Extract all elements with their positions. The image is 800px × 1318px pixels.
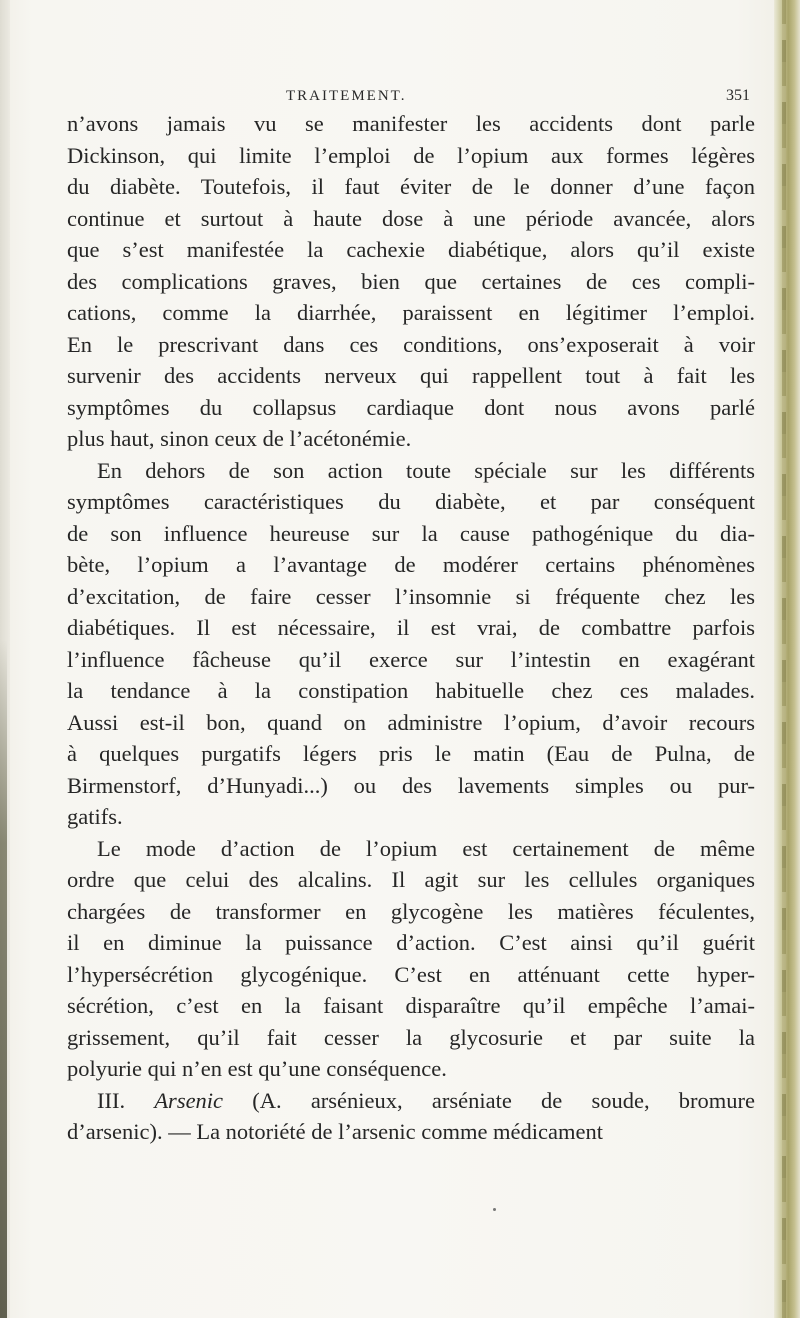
text-line: symptômes du collapsus cardiaque dont nous avons parlé <box>67 394 755 420</box>
text-line: Dickinson, qui limite l’emploi de l’opium aux formes légères <box>67 142 755 168</box>
text-line: diabétiques. Il est nécessaire, il est vrai, de combattre parfois <box>67 615 755 640</box>
text-line: gatifs. <box>67 804 123 829</box>
text-line: Birmenstorf, d’Hunyadi...) ou des lavements simples ou pur- <box>67 772 755 798</box>
text-line: En le prescrivant dans ces conditions, ons’exposerait à voir <box>67 331 755 357</box>
text-line: ordre que celui des alcalins. Il agit sur les cellules organiques <box>67 867 755 892</box>
text-line: que s’est manifestée la cachexie diabétique, alors qu’il existe <box>67 237 755 262</box>
text-line: cations, comme la diarrhée, paraissent en légitimer l’emploi. <box>67 300 755 325</box>
text-line: l’influence fâcheuse qu’il exerce sur l’intestin en exagérant <box>67 646 755 672</box>
text-line: d’excitation, de faire cesser l’insomnie si fréquente chez les <box>67 583 755 609</box>
text-line: chargées de transformer en glycogène les matières féculentes, <box>67 898 755 924</box>
text-line: n’avons jamais vu se manifester les accidents dont parle <box>67 111 755 136</box>
page-edge-strip <box>774 0 800 1318</box>
section-numeral: III. <box>97 1087 126 1113</box>
page-number: 351 <box>726 87 750 104</box>
text-line: survenir des accidents nerveux qui rappellent tout à fait les <box>67 363 755 388</box>
body-text <box>67 108 755 1148</box>
text-line: En dehors de son action toute spéciale sur les différents <box>97 457 755 483</box>
text-line: l’hypersécrétion glycogénique. C’est en atténuant cette hyper- <box>67 961 755 987</box>
text-line: du diabète. Toutefois, il faut éviter de le donner d’une façon <box>67 174 755 199</box>
text-line: Le mode d’action de l’opium est certainement de même <box>97 835 755 861</box>
text-line: continue et surtout à haute dose à une période avancée, alors <box>67 205 755 231</box>
text-line-final: d’arsenic). — La notoriété de l’arsenic comme médicament <box>67 1119 604 1144</box>
running-title: TRAITEMENT. <box>286 88 407 104</box>
paragraph-lines <box>67 108 755 1085</box>
section-heading-rest: (A. arsénieux, arséniate de soude, bromure <box>252 1087 755 1113</box>
text-line: des complications graves, bien que certaines de ces compli- <box>67 268 755 294</box>
text-line: grissement, qu’il fait cesser la glycosurie et par suite la <box>67 1024 755 1050</box>
text-line: polyurie qui n’en est qu’une conséquence. <box>67 1056 447 1081</box>
text-line: plus haut, sinon ceux de l’acétonémie. <box>67 426 412 451</box>
text-line: à quelques purgatifs légers pris le matin (Eau de Pulna, de <box>67 741 755 766</box>
paper-speck <box>493 1208 496 1211</box>
text-line: sécrétion, c’est en la faisant disparaître qu’il empêche l’amai- <box>67 993 755 1018</box>
text-line: de son influence heureuse sur la cause pathogénique du dia- <box>67 520 755 546</box>
text-line: symptômes caractéristiques du diabète, et par conséquent <box>67 489 755 514</box>
text-line-arsenic <box>67 1085 755 1117</box>
section-heading: Arsenic <box>154 1087 224 1113</box>
text-line: il en diminue la puissance d’action. C’est ainsi qu’il guérit <box>67 930 755 955</box>
text-line: Aussi est-il bon, quand on administre l’opium, d’avoir recours <box>67 709 755 735</box>
text-line: bète, l’opium a l’avantage de modérer certains phénomènes <box>67 552 755 577</box>
binding-shadow <box>0 640 7 1318</box>
text-line: la tendance à la constipation habituelle chez ces malades. <box>67 678 755 703</box>
